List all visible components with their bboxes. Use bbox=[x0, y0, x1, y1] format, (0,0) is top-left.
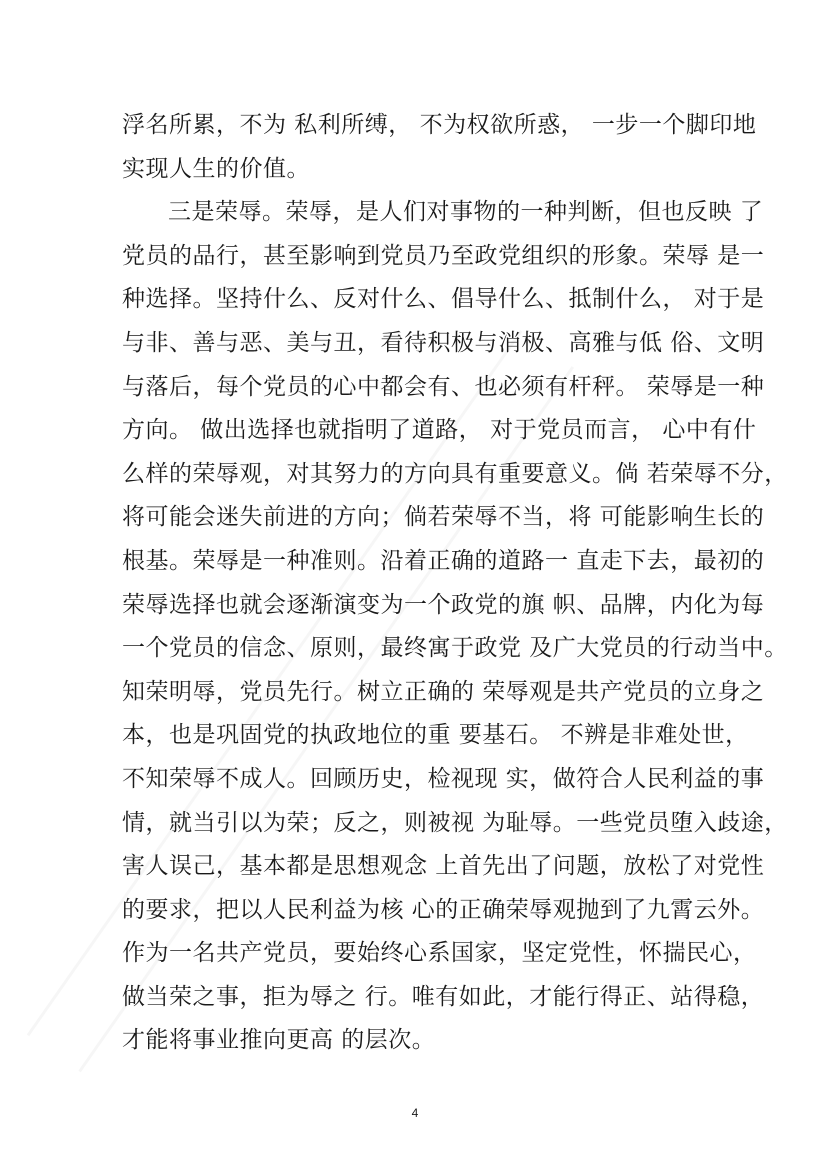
page-number: 4 bbox=[411, 1106, 419, 1120]
body-text bbox=[122, 104, 788, 1063]
text-line: 么样的荣辱观，对其努力的方向具有重要意义。倘 若荣辱不分， bbox=[122, 460, 788, 487]
text-line: 种选择。坚持什么、反对什么、倡导什么、抵制什么， 对于是 bbox=[122, 286, 765, 313]
text-line: 一个党员的信念、原则，最终寓于政党 及广大党员的行动当中。 bbox=[122, 635, 788, 662]
text-line: 作为一名共产党员，要始终心系国家，坚定党性，怀揣民心， bbox=[122, 940, 757, 967]
text-line: 与落后，每个党员的心中都会有、也必须有杆秤。 荣辱是一种 bbox=[122, 373, 765, 400]
text-line: 三是荣辱。荣辱，是人们对事物的一种判断，但也反映 了 bbox=[168, 199, 764, 226]
text-line: 不知荣辱不成人。回顾历史，检视现 实，做符合人民利益的事 bbox=[122, 765, 765, 792]
text-line: 知荣明辱，党员先行。树立正确的 荣辱观是共产党员的立身之 bbox=[122, 678, 765, 705]
text-line: 的要求，把以人民利益为核 心的正确荣辱观抛到了九霄云外。 bbox=[122, 896, 765, 923]
text-line: 将可能会迷失前进的方向；倘若荣辱不当，将 可能影响生长的 bbox=[122, 504, 765, 531]
text-line: 浮名所累，不为 私利所缚， 不为权欲所惑， 一步一个脚印地 bbox=[122, 112, 757, 138]
text-line: 情，就当引以为荣；反之，则被视 为耻辱。一些党员堕入歧途， bbox=[122, 809, 788, 836]
text-line: 做当荣之事，拒为辱之 行。唯有如此，才能行得正、站得稳， bbox=[122, 983, 765, 1010]
text-line: 本，也是巩固党的执政地位的重 要基石。 不辨是非难处世， bbox=[122, 722, 749, 749]
text-line: 根基。荣辱是一种准则。沿着正确的道路一 直走下去，最初的 bbox=[122, 547, 765, 574]
text-line: 才能将事业推向更高 的层次。 bbox=[122, 1027, 436, 1054]
text-line: 荣辱选择也就会逐渐演变为一个政党的旗 帜、品牌，内化为每 bbox=[122, 591, 765, 618]
text-line: 害人误己，基本都是思想观念 上首先出了问题，放松了对党性 bbox=[122, 853, 765, 880]
text-line: 实现人生的价值。 bbox=[122, 155, 310, 182]
text-line: 党员的品行，甚至影响到党员乃至政党组织的形象。荣辱 是一 bbox=[122, 242, 765, 269]
text-line: 方向。 做出选择也就指明了道路， 对于党员而言， 心中有什 bbox=[122, 417, 757, 444]
text-line: 与非、善与恶、美与丑，看待积极与消极、高雅与低 俗、文明 bbox=[122, 329, 765, 356]
